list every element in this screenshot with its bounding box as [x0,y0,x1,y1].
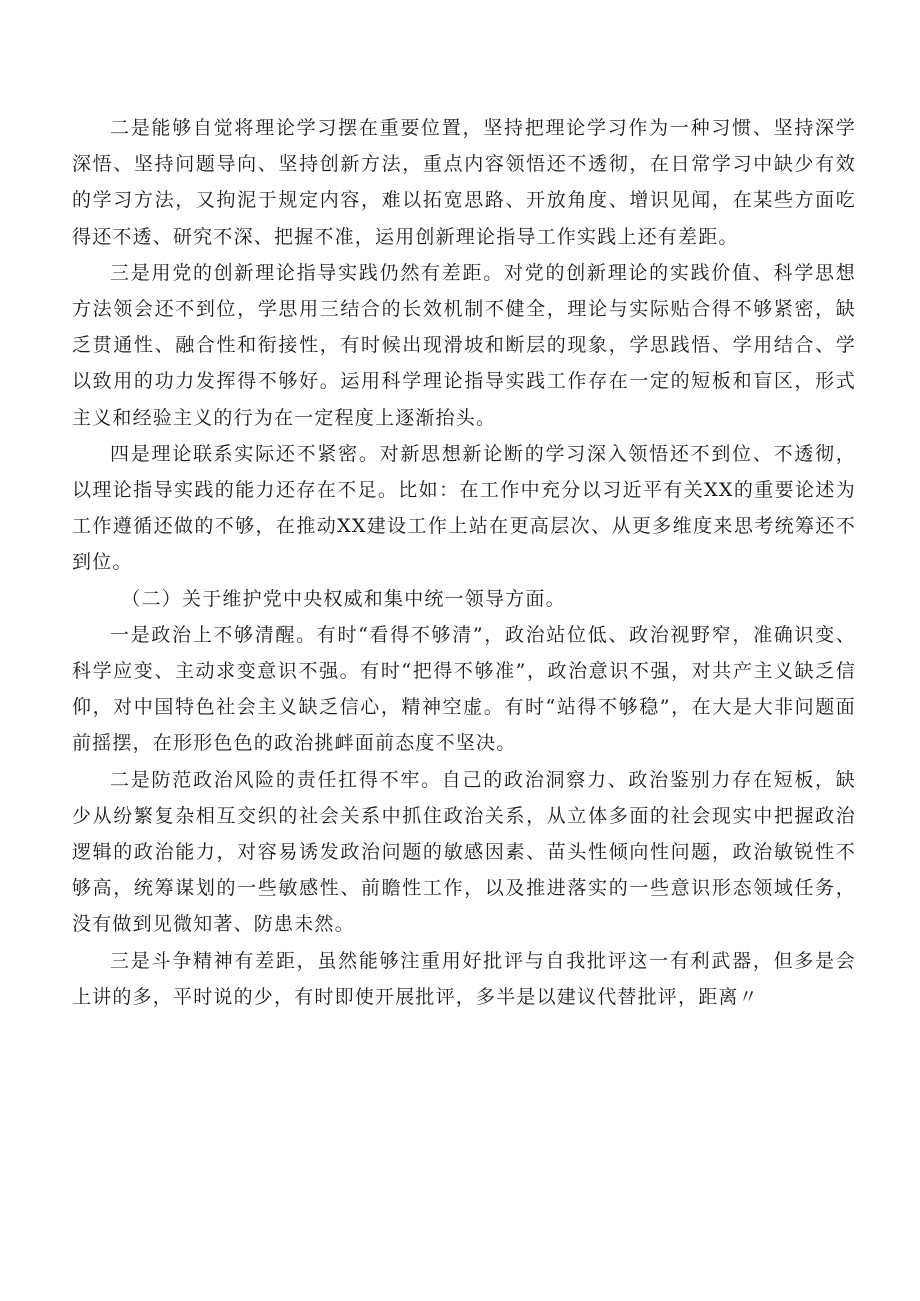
paragraph-struggle-spirit: 三是斗争精神有差距，虽然能够注重用好批评与自我批评这一有利武器，但多是会上讲的多，平时说的少，有时即使开展批评，多半是以建议代替批评，距离〃 [72,949,856,1008]
document-body [72,110,856,1015]
paragraph-theory-reality: 四是理论联系实际还不紧密。对新思想新论断的学习深入领悟还不到位、不透彻，以理论指导实践的能力还存在不足。比如：在工作中充分以习近平有关XX的重要论述为工作遵循还做的不够，在推动XX建设工作上站在更高层次、从更多维度来思考统筹还不到位。 [72,442,856,574]
section-heading-central-authority: （二）关于维护党中央权威和集中统一领导方面。 [121,587,566,610]
paragraph-political-clarity: 一是政治上不够清醒。有时“看得不够清”，政治站位低、政治视野窄，准确识变、科学应变、主动求变意识不强。有时“把得不够准”，政治意识不强，对共产主义缺乏信仰，对中国特色社会主义缺乏信心，精神空虚。有时“站得不够稳”，在大是大非问题面前摇摆，在形形色色的政治挑衅面前态度不坚决。 [72,623,856,755]
paragraph-political-risk: 二是防范政治风险的责任扛得不牢。自己的政治洞察力、政治鉴别力存在短板，缺少从纷繁复杂相互交织的社会关系中抓住政治关系，从立体多面的社会现实中把握政治逻辑的政治能力，对容易诱发政治问题的敏感因素、苗头性倾向性问题，政治敏锐性不够高，统筹谋划的一些敏感性、前瞻性工作，以及推进落实的一些意识形态领域任务，没有做到见微知著、防患未然。 [72,768,856,936]
paragraph-theory-study: 二是能够自觉将理论学习摆在重要位置，坚持把理论学习作为一种习惯、坚持深学深悟、坚持问题导向、坚持创新方法，重点内容领悟还不透彻，在日常学习中缺少有效的学习方法，又拘泥于规定内容，难以拓宽思路、开放角度、增识见闻，在某些方面吃得还不透、研究不深、把握不准，运用创新理论指导工作实践上还有差距。 [72,117,856,248]
paragraph-innovation-practice: 三是用党的创新理论指导实践仍然有差距。对党的创新理论的实践价值、科学思想方法领会还不到位，学思用三结合的长效机制不健全，理论与实际贴合得不够紧密，缺乏贯通性、融合性和衔接性，有时候出现滑坡和断层的现象，学思践悟、学用结合、学以致用的功力发挥得不够好。运用科学理论指导实践工作存在一定的短板和盲区，形式主义和经验主义的行为在一定程度上逐渐抬头。 [72,261,856,429]
